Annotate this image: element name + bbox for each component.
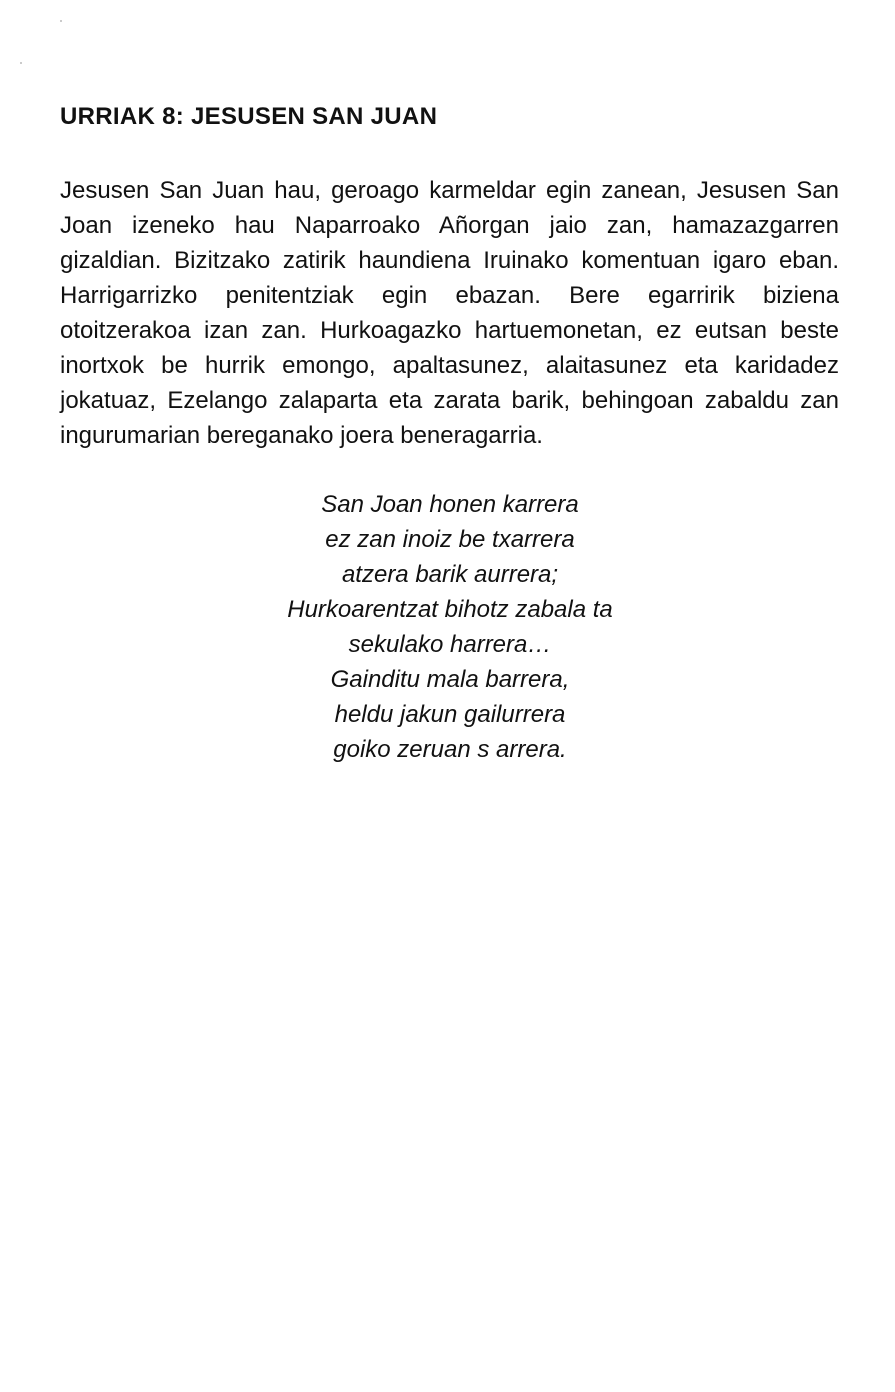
paragraph-line: otoitzerakoa izan zan. Hurkoagazko hartuemonetan, ez eutsan beste	[60, 317, 839, 344]
body-paragraph	[60, 173, 839, 453]
paragraph-line: inortxok be hurrik emongo, apaltasunez, alaitasunez eta karidadez	[60, 352, 839, 379]
poem-line: San Joan honen karrera	[321, 491, 579, 518]
poem-line: goiko zeruan s arrera.	[333, 736, 567, 763]
scan-speck	[60, 20, 62, 22]
paragraph-line: gizaldian. Bizitzako zatirik haundiena Iruinako komentuan igaro eban.	[60, 247, 839, 274]
paragraph-line: ingurumarian bereganako joera beneragarria.	[60, 422, 543, 449]
poem-line: Gainditu mala barrera,	[330, 666, 570, 693]
poem-line: Hurkoarentzat bihotz zabala ta	[287, 596, 613, 623]
poem-stanza	[200, 487, 700, 767]
scan-speck	[20, 62, 22, 64]
poem-line: atzera barik aurrera;	[341, 561, 559, 588]
paragraph-line: Harrigarrizko penitentziak egin ebazan. Bere egarririk biziena	[60, 282, 839, 309]
paragraph-line: Joan izeneko hau Naparroako Añorgan jaio zan, hamazazgarren	[60, 212, 839, 239]
poem-line: heldu jakun gailurrera	[334, 701, 566, 728]
poem-line: ez zan inoiz be txarrera	[325, 526, 575, 553]
paragraph-line: jokatuaz, Ezelango zalaparta eta zarata barik, behingoan zabaldu zan	[60, 387, 839, 414]
page-title: URRIAK 8: JESUSEN SAN JUAN	[60, 103, 438, 130]
poem-line: sekulako harrera…	[348, 631, 552, 658]
paragraph-line: Jesusen San Juan hau, geroago karmeldar egin zanean, Jesusen San	[60, 177, 839, 204]
